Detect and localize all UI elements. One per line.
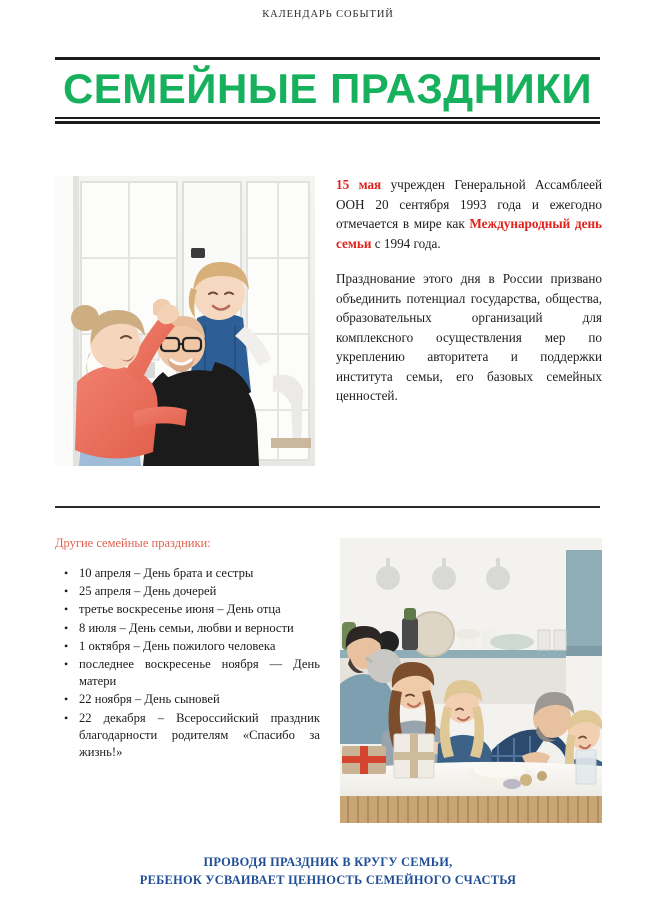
lead-text-part-1: учрежден Генеральной Ассамблеей ООН 20 сентября 1993 года и ежегодно отмечается в мире как <box>336 177 603 231</box>
family-photo-home <box>55 176 315 466</box>
list-item: • 25 апреля – День дочерей <box>77 583 320 600</box>
list-item: • 22 декабря – Всероссийский праздник благодарности родителям «Спасибо за жизнь!» <box>77 710 320 762</box>
footer-line-1: ПРОВОДЯ ПРАЗДНИК В КРУГУ СЕМЬИ, <box>203 855 453 869</box>
family-photo-kitchen <box>340 538 602 823</box>
footer-slogan <box>0 853 656 889</box>
masthead <box>55 57 600 124</box>
list-item: • последнее воскресенье ноября — День матери <box>77 656 320 690</box>
lead-highlight-date: 15 мая <box>336 177 382 192</box>
list-item: • 10 апреля – День брата и сестры <box>77 565 320 582</box>
list-item: • 8 июля – День семьи, любви и верности <box>77 620 320 637</box>
list-item: • 1 октября – День пожилого человека <box>77 638 320 655</box>
lead-paragraph-2: Празднование этого дня в России призвано объединить потенциал государства, общества, образовательных организаций для комплексного осуществления мер по укреплению авторитета и поддержки института семьи, его базовых семейных ценностей. <box>336 271 602 403</box>
lead-text-part-2: с 1994 года. <box>371 235 441 251</box>
list-item: • третье воскресенье июня – День отца <box>77 601 320 618</box>
other-holidays-heading: Другие семейные праздники: <box>55 536 211 550</box>
lead-text <box>336 175 602 406</box>
masthead-rule-bottom <box>55 117 600 124</box>
page-title: СЕМЕЙНЫЕ ПРАЗДНИКИ <box>62 65 593 112</box>
other-holidays-list <box>55 565 320 761</box>
section-divider-rule <box>55 506 600 508</box>
document-kicker: КАЛЕНДАРЬ СОБЫТИЙ <box>262 9 394 20</box>
lead-paragraph-1 <box>336 175 602 253</box>
lead-highlight-name: Международный день семьи <box>336 216 603 251</box>
other-holidays-block <box>55 536 320 762</box>
footer-line-2: РЕБЕНОК УСВАИВАЕТ ЦЕННОСТЬ СЕМЕЙНОГО СЧАСТЬЯ <box>139 873 517 887</box>
list-item: • 22 ноября – День сыновей <box>77 691 320 708</box>
